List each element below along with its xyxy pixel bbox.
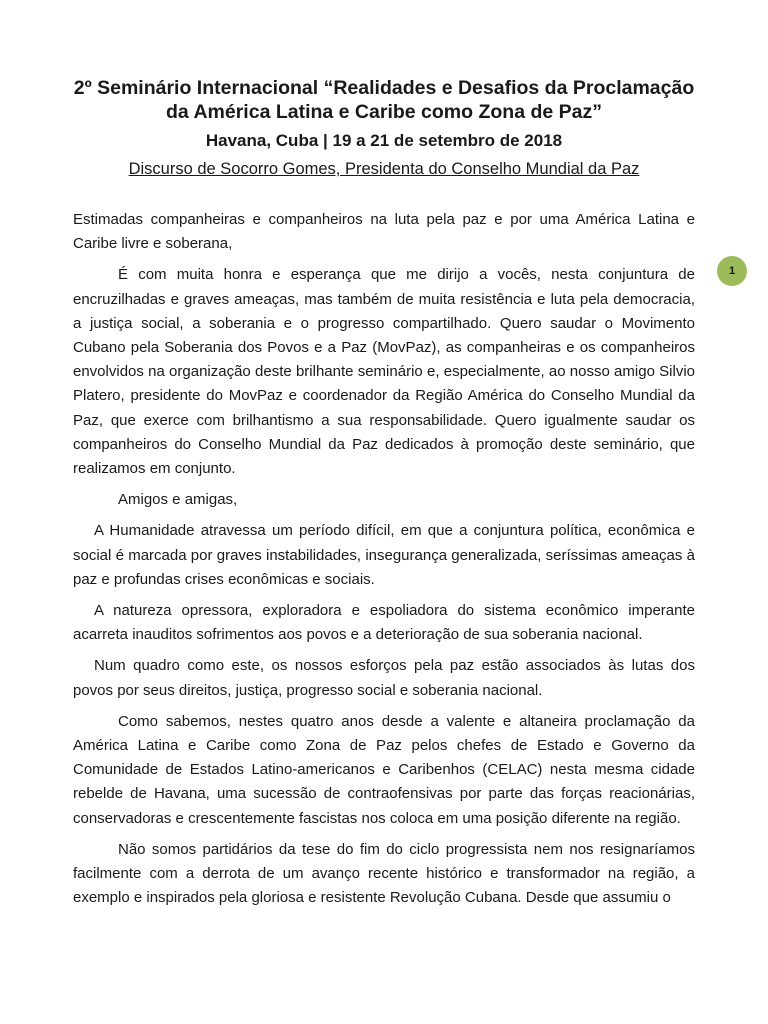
paragraph: É com muita honra e esperança que me dirijo a vocês, nesta conjuntura de encruzilhadas e graves ameaças, mas também de muita resistência e luta pela democracia, a justiça social, a soberania e o progresso compartilhado. Quero saudar o Movimento Cubano pela Soberania dos Povos e a Paz (MovPaz), as companheiras e os companheiros envolvidos na organização deste brilhante seminário e, especialmente, ao nosso amigo Silvio Platero, presidente do MovPaz e coordenador da Região América do Conselho Mundial da Paz, que exerce com brilhantismo a sua responsabilidade. Quero igualmente saudar os companheiros do Conselho Mundial da Paz dedicados à promoção deste seminário, que realizamos em conjunto. (73, 266, 695, 478)
page-number-badge: 1 (717, 256, 747, 286)
paragraph-greeting: Estimadas companheiras e companheiros na luta pela paz e por uma América Latina e Caribe livre e soberana, (73, 211, 695, 253)
paragraph-salutation: Amigos e amigas, (118, 491, 238, 509)
paragraph: A Humanidade atravessa um período difícil, em que a conjuntura política, econômica e social é marcada por graves instabilidades, insegurança generalizada, seríssimas ameaças à paz e profundas crises econômicas e sociais. (73, 522, 695, 588)
paragraph: Como sabemos, nestes quatro anos desde a valente e altaneira proclamação da América Latina e Caribe como Zona de Paz pelos chefes de Estado e Governo da Comunidade de Estados Latino-americanos e Caribenhos (CELAC) nesta mesma cidade rebelde de Havana, uma sucessão de contraofensivas por parte das forças reacionárias, conservadoras e crescentemente fascistas nos coloca em uma posição diferente na região. (73, 712, 695, 827)
document-header (60, 76, 708, 180)
paragraph: Não somos partidários da tese do fim do ciclo progressista nem nos resignaríamos facilmente com a derrota de um avanço recente histórico e transformador na região, a exemplo e inspirados pela gloriosa e resistente Revolução Cubana. Desde que assumiu o (73, 840, 695, 907)
speech-attribution: Discurso de Socorro Gomes, Presidenta do Conselho Mundial da Paz (128, 160, 640, 178)
document-body (73, 208, 695, 917)
paragraph: Num quadro como este, os nossos esforços pela paz estão associados às lutas dos povos por seus direitos, justiça, progresso social e soberania nacional. (73, 657, 695, 699)
paragraph: A natureza opressora, exploradora e espoliadora do sistema econômico imperante acarreta inauditos sofrimentos aos povos e a deterioração de sua soberania nacional. (73, 602, 695, 644)
event-location-date: Havana, Cuba | 19 a 21 de setembro de 2018 (205, 131, 563, 150)
document-title: 2º Seminário Internacional “Realidades e Desafios da Proclamação da América Latina e Caribe como Zona de Paz” (73, 77, 695, 123)
